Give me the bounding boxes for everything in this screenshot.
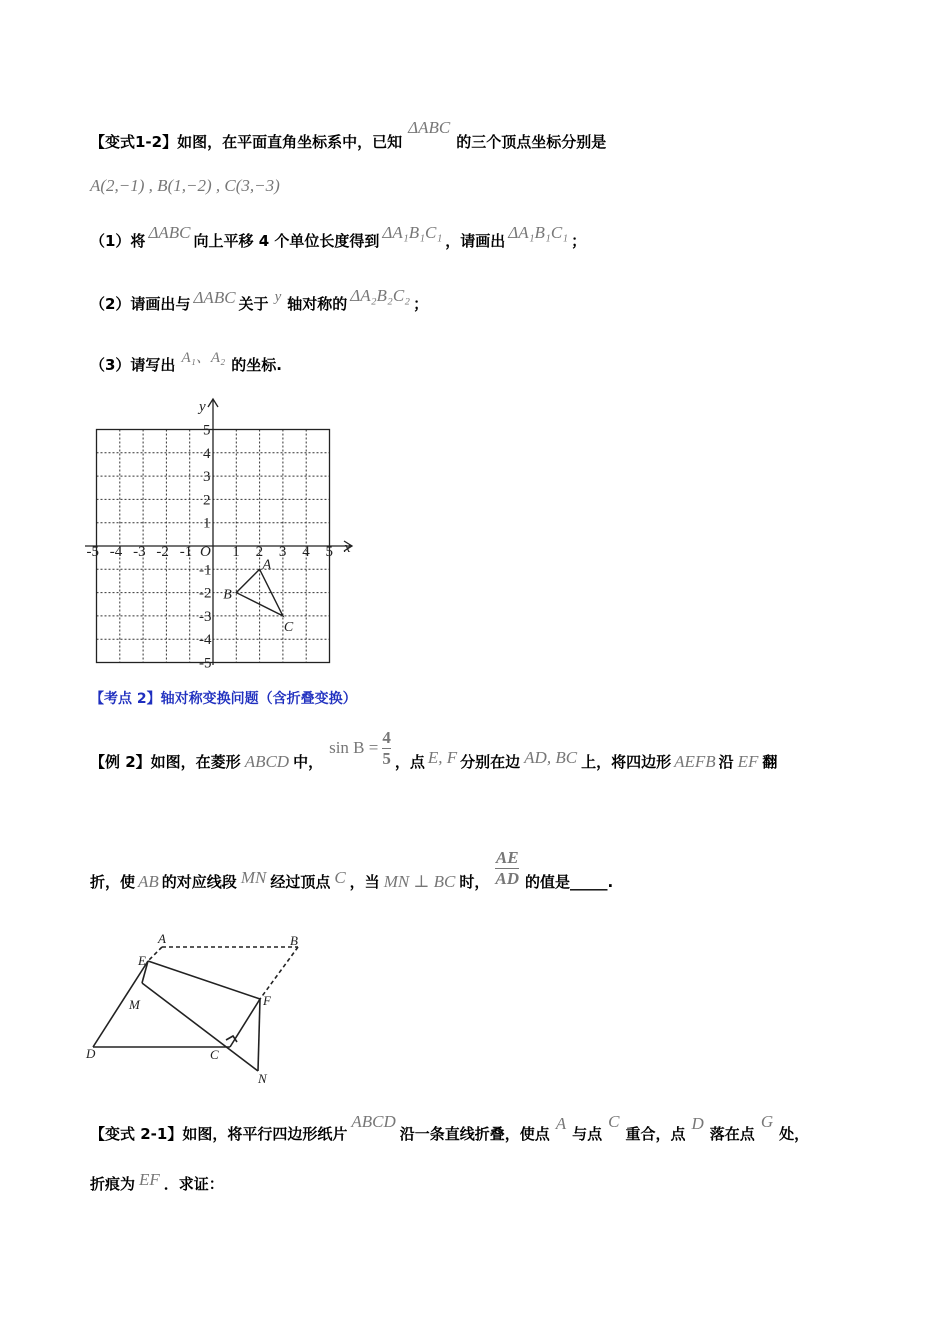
label-B: B [290,933,298,948]
text: （3）请写出 [90,356,176,374]
x-tick-label: 1 [232,544,240,560]
math: ΔA₂B₂C₂ [350,286,411,305]
denominator: AD [495,869,520,888]
text: 与点 [572,1125,603,1143]
math: AEFB [674,752,716,771]
math: ABCD [351,1112,396,1131]
math: ΔA₁B₁C₁ [508,223,569,242]
text: 时， [459,873,490,891]
math-triangle: ΔABC [408,118,451,137]
text: 如图，在平面直角坐标系中，已知 [177,133,403,151]
label-A: A [158,931,166,946]
text: 上，将四边形 [581,753,672,771]
vertex-label-C: C [283,619,294,635]
text: 向上平移 4 个单位长度得到 [193,232,380,250]
text: ，当 [349,873,380,891]
y-tick-label: 2 [203,492,211,509]
segment-ef [148,961,260,999]
numerator: AE [495,848,519,867]
segment-fn [258,999,260,1071]
fraction-ae-ad [495,848,519,889]
text: 中， [293,753,324,771]
text: 如图，将平行四边形纸片 [182,1125,348,1143]
right-angle-mark [226,1036,237,1042]
x-tick-label: 5 [325,544,333,560]
text: 折痕为 [90,1175,136,1193]
text: 分别在边 [460,753,521,771]
variant-tag: 【变式 2-1】 [90,1125,183,1143]
math: ΔABC [148,223,191,242]
math: D [691,1114,704,1133]
math: sin B = [329,738,379,757]
y-tick-label: 1 [203,515,211,532]
text: （1）将 [90,232,146,250]
variant-2-1-line1 [90,1112,810,1144]
math: ΔABC [193,288,236,307]
variant-1-2-line1 [90,118,607,152]
label-E: E [138,953,146,968]
x-tick-label: 4 [302,544,310,560]
example-tag: 【例 2】 [90,753,151,771]
math: AB [138,872,159,891]
math: EF [737,752,759,771]
y-tick-label: 4 [203,445,211,462]
vertex-label-A: A [262,557,272,573]
variant-tag: 【变式1-2】 [90,133,178,151]
text: 重合，点 [625,1125,686,1143]
text: 沿 [718,753,734,771]
math: y [274,289,282,305]
label-C: C [210,1047,219,1062]
math: A [555,1114,567,1133]
origin-label: O [200,544,211,560]
text: 经过顶点 [270,873,331,891]
y-tick-label: -2 [199,585,212,602]
text: （2）请画出与 [90,295,191,313]
text: 的对应线段 [161,873,237,891]
math: ABCD [244,752,290,771]
x-tick-label: -2 [156,544,169,560]
numerator: 4 [382,728,391,747]
label-M: M [129,997,140,1012]
x-tick-label: -4 [109,544,123,560]
segment-ae-dashed [148,947,162,961]
triangle-edges [236,569,283,616]
coordinate-grid-figure [80,395,370,675]
x-tick-label: -1 [179,544,193,560]
math: E, F [427,748,458,767]
y-tick-label: -5 [199,655,212,672]
question-1 [90,223,587,251]
math: C [608,1112,620,1131]
segment-cf [230,999,260,1047]
text: 如图，在菱形 [150,753,241,771]
text: ．求证： [163,1175,224,1193]
math: C [334,868,346,887]
y-tick-label: -1 [199,562,212,579]
math: MN ⊥ BC [383,872,456,891]
vertex-coordinates: A(2,−1) , B(1,−2) , C(3,−3) [90,176,280,195]
label-F: F [263,993,271,1008]
tick-labels [87,399,352,672]
rhombus-fold-figure [80,925,320,1090]
denominator: 5 [382,749,391,768]
x-tick-label: -3 [133,544,146,560]
label-N: N [258,1071,267,1086]
math: AD, BC [524,748,578,767]
topic-heading: 【考点 2】轴对称变换问题（含折叠变换） [90,691,357,707]
text: ； [413,295,429,313]
text: 的三个顶点坐标分别是 [456,133,607,151]
x-tick-label: 3 [278,544,287,560]
text: 的值是_____. [525,873,614,891]
text: 关于 [238,295,269,313]
axes [85,399,352,665]
text: 的坐标. [231,356,282,374]
question-3 [90,350,282,375]
text: ，请画出 [445,232,506,250]
text: 轴对称的 [287,295,348,313]
text: 折，使 [90,873,136,891]
x-axis-label: x [344,540,351,556]
vertex-label-B: B [223,587,232,603]
y-tick-label: 5 [203,422,211,439]
text: ，点 [394,753,425,771]
math: G [760,1112,774,1131]
y-tick-label: -4 [199,632,212,649]
segment-mn [142,983,258,1071]
y-tick-label: 3 [203,469,211,486]
y-tick-label: -3 [199,608,212,625]
math: EF [139,1170,160,1189]
example-2-line2 [90,848,614,903]
math: MN [240,868,267,887]
text: 处， [779,1125,810,1143]
math: A₁、A₂ [181,350,226,366]
text: 落在点 [709,1125,755,1143]
text: 沿一条直线折叠，使点 [399,1125,550,1143]
question-2 [90,286,429,314]
variant-2-1-line2 [90,1170,224,1194]
x-tick-label: 2 [255,544,264,560]
math: ΔA₁B₁C₁ [382,223,443,242]
fraction-4-5 [382,728,391,769]
label-D: D [86,1046,96,1061]
segment-bf-dashed [260,947,298,999]
y-axis-label: y [199,399,206,415]
text: ； [571,232,587,250]
x-tick-label: -5 [86,544,99,560]
example-2-line1 [90,728,778,783]
text: 翻 [762,753,778,771]
